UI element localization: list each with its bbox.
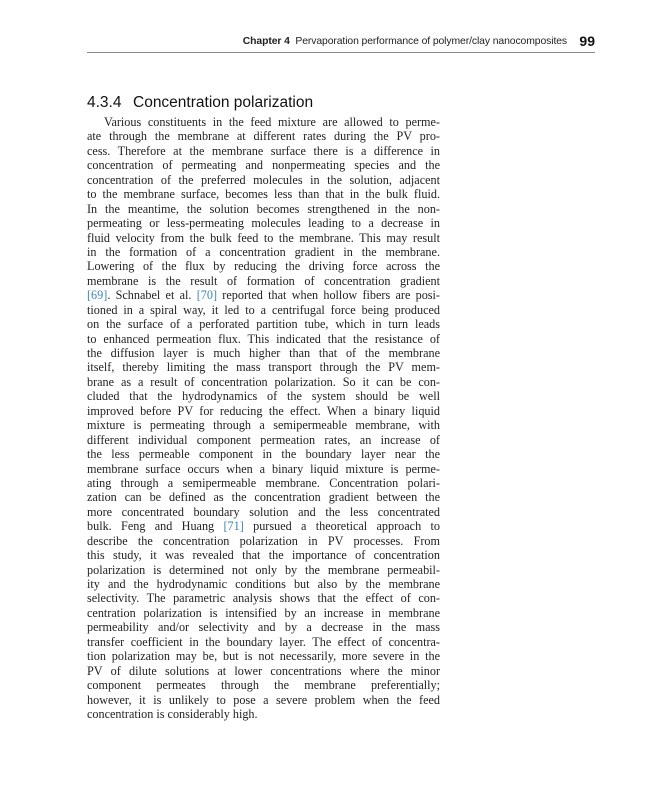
section-number: 4.3.4 (87, 94, 122, 111)
text-line: on the surface of a perforated partition tube, which in turn leads (87, 317, 440, 332)
text-line: centration polarization is intensified by an increase in membrane (87, 605, 440, 620)
text-line: the diffusion layer is much higher than that of the membrane (87, 346, 440, 360)
text-line-citations (87, 519, 440, 533)
text-line: fluid velocity from the bulk feed to the membrane. This may result (87, 230, 440, 245)
text-line: concentration of the preferred molecules in the solution, adjacent (87, 172, 440, 187)
text-span: reported that when hollow fibers are posi- (217, 288, 440, 303)
text-line: tion polarization may be, but is not necessarily, more severe in the (87, 649, 440, 664)
citation-link[interactable]: [71] (223, 519, 244, 534)
chapter-label: Chapter 4 (242, 36, 290, 47)
text-line: brane as a result of concentration polarization. So it can be con- (87, 374, 440, 389)
running-head (243, 36, 567, 47)
citation-link[interactable]: [69] (87, 288, 108, 303)
text-line: mixture is permeating through a semipermeable membrane, with (87, 418, 440, 433)
text-line: transfer coefficient in the boundary layer. The effect of concentra- (87, 634, 440, 649)
text-line: selectivity. The parametric analysis shows that the effect of con- (87, 591, 440, 606)
text-line: to the membrane surface, becomes less than that in the bulk fluid. (87, 187, 440, 202)
text-line: In the meantime, the solution becomes strengthened in the non- (87, 201, 440, 216)
text-line: ate through the membrane at different rates during the PV pro- (87, 129, 440, 144)
text-line: Various constituents in the feed mixture are allowed to perme- (104, 115, 440, 129)
text-line: permeating or less-permeating molecules leading to a decrease in (87, 216, 440, 231)
page-header (87, 34, 595, 53)
text-line: tioned in a spiral way, it led to a centrifugal force being produced (87, 302, 440, 317)
text-line-citations (87, 288, 440, 302)
text-line: polarization is determined not only by the membrane permeabil- (87, 562, 440, 577)
text-span: bulk. Feng and Huang (87, 519, 224, 534)
text-line: different individual component permeation rates, an increase of (87, 432, 440, 447)
text-line: Lowering of the flux by reducing the driving force across the (87, 259, 440, 274)
text-line: cess. Therefore at the membrane surface there is a difference in (87, 143, 440, 158)
page-number: 99 (579, 33, 595, 49)
text-span: pursued a theoretical approach to (243, 519, 440, 534)
text-line: this study, it was revealed that the importance of concentration (87, 548, 440, 563)
text-line: to enhanced permeation flux. This indicated that the resistance of (87, 331, 440, 346)
text-line: cluded that the hydrodynamics of the system should be well (87, 389, 440, 404)
section-title: Concentration polarization (133, 94, 314, 111)
text-line: component permeates through the membrane preferentially; (87, 678, 440, 693)
text-span: . Schnabel et al. (107, 288, 197, 303)
body-paragraph (87, 115, 440, 721)
section-heading (87, 94, 313, 112)
text-line: permeability and/or selectivity and by a decrease in the mass (87, 620, 440, 635)
text-line: describe the concentration polarization in PV processes. From (87, 533, 440, 548)
text-line: itself, thereby limiting the mass transport through the PV mem- (87, 360, 440, 375)
text-line: membrane surface occurs when a binary liquid mixture is perme- (87, 461, 440, 476)
text-line: more concentrated boundary solution and the less concentrated (87, 504, 440, 519)
text-line: improved before PV for reducing the effect. When a binary liquid (87, 403, 440, 418)
citation-link[interactable]: [70] (196, 288, 218, 303)
text-line: PV of dilute solutions at lower concentrations where the minor (87, 663, 440, 678)
text-line: in the formation of a concentration gradient in the membrane. (87, 244, 440, 259)
text-line: concentration of permeating and nonpermeating species and the (87, 158, 440, 173)
text-line: ating through a semipermeable membrane. Concentration polari- (87, 475, 440, 490)
text-line: zation can be defined as the concentration gradient between the (87, 490, 440, 505)
chapter-title: Pervaporation performance of polymer/clay nanocomposites (295, 36, 567, 47)
text-line: concentration is considerably high. (87, 706, 258, 721)
text-line: membrane is the result of formation of concentration gradient (87, 273, 440, 288)
text-line: the less permeable component in the boundary layer near the (87, 447, 440, 462)
text-line: however, it is unlikely to pose a severe problem when the feed (87, 692, 440, 707)
text-line: ity and the hydrodynamic conditions but also by the membrane (87, 577, 440, 591)
